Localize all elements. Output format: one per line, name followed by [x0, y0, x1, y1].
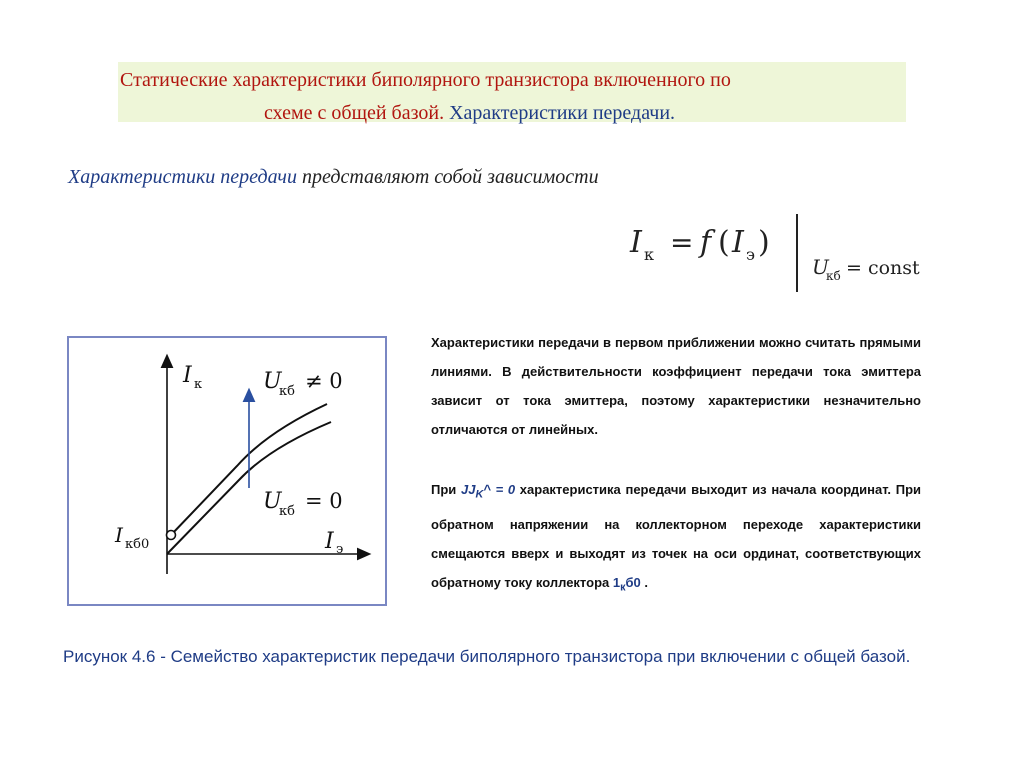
intercept-point [167, 531, 176, 540]
formula-lhs-sub: к [644, 245, 654, 264]
p2-equation [460, 482, 516, 501]
curve-upper-label-rest: ≠ 0 [305, 369, 343, 393]
slide-title-line2 [264, 101, 675, 125]
p2-symbol [612, 574, 641, 594]
curve-lower-label-sub: кб [279, 504, 295, 519]
p2-end: . [640, 574, 649, 590]
formula-condition-symbol: U [812, 255, 829, 279]
formula-equals: = [670, 226, 694, 259]
x-axis-label: I [325, 529, 334, 554]
formula-lhs-symbol: I [630, 225, 642, 260]
title-line2-red: схеме с общей базой. [264, 102, 450, 124]
y-axis-label-sub: к [194, 377, 203, 392]
slide-title-line1: Статические характеристики биполярного транзистора включенного по [120, 69, 731, 91]
formula-condition-sub: кб [826, 269, 841, 283]
formula-close-paren: ) [758, 225, 770, 260]
curve-upper-label: U [263, 369, 282, 394]
p2-start: При [431, 482, 461, 497]
formula-arg-symbol: I [732, 225, 744, 260]
intro-sentence [68, 166, 599, 189]
intercept-label: I [115, 523, 123, 547]
curve-upper-label-sub: кб [279, 384, 295, 399]
body-paragraph-1: Характеристики передачи в первом приближении можно считать прямыми линиями. В действительности коэффициент передачи тока эмиттера зависит от тока эмиттера, поэтому характеристики незначительно отличаются от линейных. [431, 335, 921, 437]
formula-func: f [700, 225, 712, 260]
x-axis-label-sub: э [336, 542, 344, 557]
transfer-formula [622, 212, 952, 298]
figure-frame [67, 336, 387, 606]
intro-rest: представляют собой зависимости [296, 166, 599, 188]
p2-eq-main: JJ [460, 482, 476, 497]
p2-sym-rest: б0 [625, 574, 641, 590]
body-paragraph-2 [431, 475, 921, 602]
figure-caption: Рисунок 4.6 - Семейство характеристик передачи биполярного транзистора при включении с общей базой. [63, 647, 911, 666]
p2-mid: характеристика передачи выходит из начала координат. При обратном напряжении на коллекторном переходе характеристики смещаются вверх и выходят из точек на оси ординат, соответствующих обратному току коллектора [431, 482, 922, 590]
formula-open-paren: ( [718, 225, 730, 260]
transfer-characteristics-graph [69, 338, 385, 604]
y-axis-label: I [183, 363, 192, 388]
intro-highlight: Характеристики передачи [68, 166, 297, 188]
formula-condition-rest: = const [846, 257, 920, 279]
title-line2-blue: Характеристики передачи. [449, 102, 676, 124]
p2-eq-rest: ^ = 0 [483, 482, 516, 497]
p2-sym-main: 1 [612, 574, 621, 590]
curve-lower-label: U [263, 489, 282, 514]
formula-arg-sub: э [746, 245, 755, 264]
p2-sym-sub: к [620, 581, 626, 594]
intercept-label-sub: кб0 [125, 537, 150, 552]
curve-lower-label-rest: = 0 [305, 489, 343, 513]
p2-eq-sub: K [475, 488, 484, 501]
